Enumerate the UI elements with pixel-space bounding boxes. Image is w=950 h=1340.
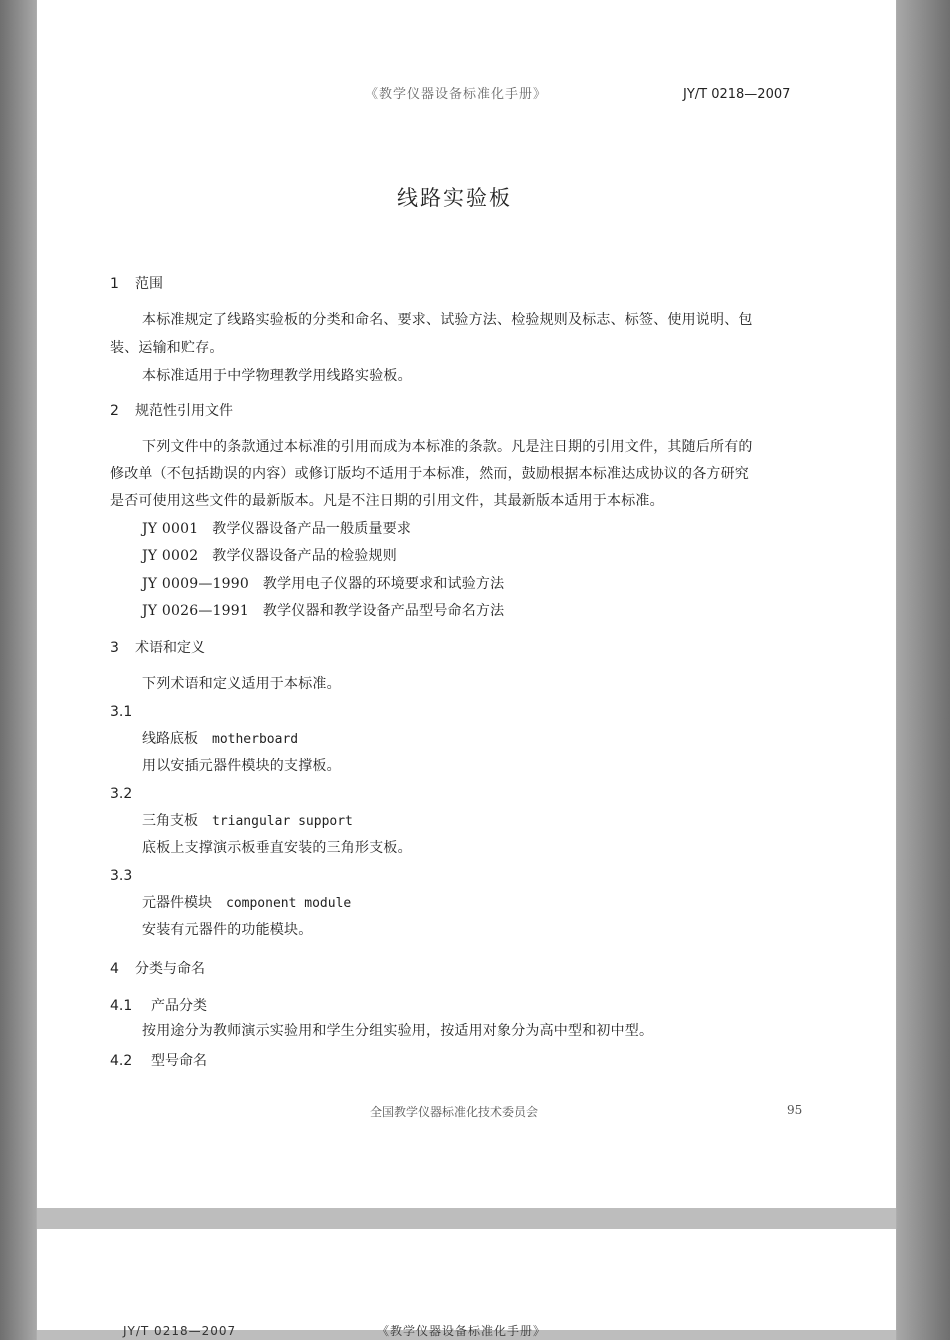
reference-item: [142, 520, 411, 538]
reference-code: JY 0026—1991: [142, 603, 249, 619]
section-number: 4: [110, 961, 119, 977]
term-zh: 线路底板: [142, 731, 198, 747]
term-entry: [142, 894, 351, 913]
section-number: 2: [110, 403, 119, 419]
paragraph-line: 装、运输和贮存。: [110, 340, 224, 356]
term-definition: 底板上支撑演示板垂直安装的三角形支板。: [142, 840, 412, 856]
term-definition: 安装有元器件的功能模块。: [142, 922, 313, 938]
reference-name: 教学仪器设备产品的检验规则: [212, 548, 397, 564]
paragraph-line: 本标准规定了线路实验板的分类和命名、要求、试验方法、检验规则及标志、标签、使用说明、包: [142, 312, 753, 328]
reference-name: 教学仪器和教学设备产品型号命名方法: [262, 603, 505, 619]
header-book-title: 《教学仪器设备标准化手册》: [365, 87, 548, 102]
subsection-4-2-heading: [110, 1052, 207, 1070]
term-number: 3.1: [110, 704, 133, 720]
paragraph-line: 是否可使用这些文件的最新版本。凡是不注日期的引用文件，其最新版本适用于本标准。: [110, 493, 664, 509]
paragraph-line: 本标准适用于中学物理教学用线路实验板。: [142, 368, 412, 384]
term-number: 3.2: [110, 786, 133, 802]
reference-item: [142, 575, 504, 593]
subsection-4-1-heading: [110, 997, 207, 1015]
document-page: [37, 0, 896, 1208]
section-title: 范围: [135, 276, 163, 292]
next-page-header-title: 《教学仪器设备标准化手册》: [377, 1324, 547, 1338]
next-page-header-code: JY/T 0218—2007: [123, 1324, 237, 1338]
term-zh: 元器件模块: [142, 895, 212, 911]
section-2-heading: [110, 402, 233, 420]
section-title: 分类与命名: [135, 961, 205, 977]
term-entry: [142, 730, 298, 749]
section-1-heading: [110, 275, 163, 293]
term-zh: 三角支板: [142, 813, 198, 829]
footer-committee: 全国教学仪器标准化技术委员会: [370, 1105, 539, 1119]
page-title: 线路实验板: [397, 186, 512, 210]
term-definition: 用以安插元器件模块的支撑板。: [142, 758, 341, 774]
subsection-title: 产品分类: [151, 998, 207, 1014]
reference-code: JY 0001: [142, 521, 199, 537]
reference-item: [142, 547, 397, 565]
term-entry: [142, 812, 353, 831]
reference-code: JY 0009—1990: [142, 576, 249, 592]
section-number: 1: [110, 276, 119, 292]
section-title: 规范性引用文件: [135, 403, 233, 419]
section-3-heading: [110, 639, 205, 657]
term-en: triangular support: [212, 814, 353, 829]
page-number: 95: [787, 1103, 803, 1117]
reference-item: [142, 602, 504, 620]
next-document-page: [37, 1229, 896, 1338]
reference-name: 教学仪器设备产品一般质量要求: [212, 521, 412, 537]
subsection-number: 4.2: [110, 1053, 133, 1069]
paragraph-line: 修改单（不包括勘误的内容）或修订版均不适用于本标准，然而，鼓励根据本标准达成协议的各方研究: [110, 466, 749, 482]
term-en: component module: [226, 896, 352, 911]
term-en: motherboard: [212, 732, 299, 747]
term-number: 3.3: [110, 868, 133, 884]
section-number: 3: [110, 640, 119, 656]
subsection-title: 型号命名: [151, 1053, 207, 1069]
subsection-number: 4.1: [110, 998, 133, 1014]
section-title: 术语和定义: [135, 640, 205, 656]
paragraph-line: 下列文件中的条款通过本标准的引用而成为本标准的条款。凡是注日期的引用文件，其随后所有的: [142, 439, 753, 455]
reference-code: JY 0002: [142, 548, 199, 564]
section-4-heading: [110, 960, 205, 978]
paragraph-line: 按用途分为教师演示实验用和学生分组实验用，按适用对象分为高中型和初中型。: [142, 1023, 654, 1039]
reference-name: 教学用电子仪器的环境要求和试验方法: [262, 576, 505, 592]
header-standard-code: JY/T 0218—2007: [683, 87, 791, 102]
paragraph-line: 下列术语和定义适用于本标准。: [142, 676, 341, 692]
